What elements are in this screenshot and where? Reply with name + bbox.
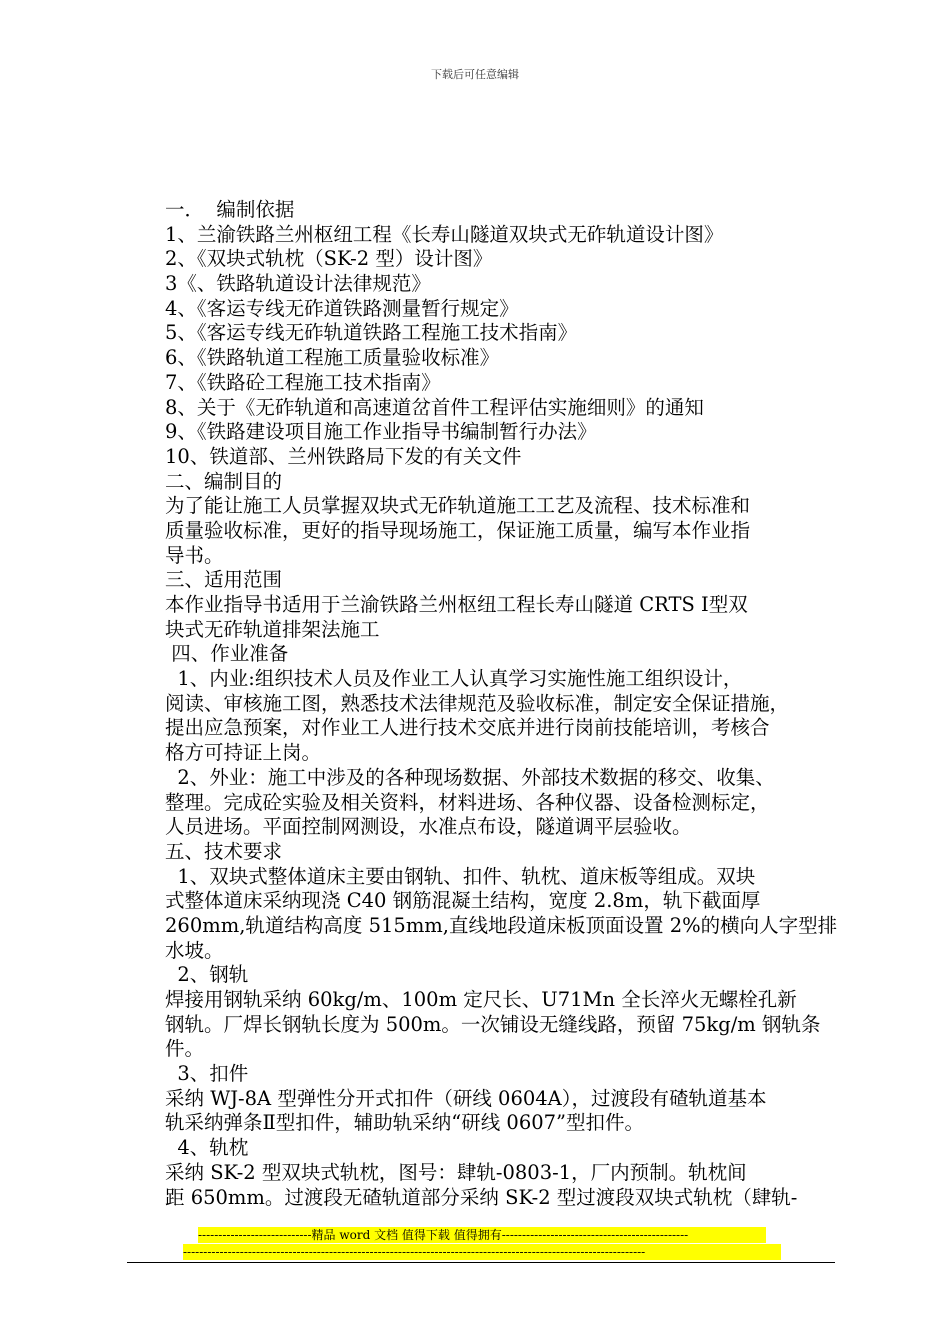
text-line: 3、扣件	[165, 1062, 249, 1086]
text-line: 格方可持证上岗。	[165, 741, 322, 765]
text-line: 二、编制目的	[165, 469, 283, 493]
text-line: 本作业指导书适用于兰渝铁路兰州枢纽工程长寿山隧道 CRTS Ⅰ型双	[165, 593, 748, 616]
text-line: 4、《客运专线无砟道铁路测量暂行规定》	[165, 296, 519, 320]
text-line: 人员进场。平面控制网测设，水准点布设，隧道调平层验收。	[165, 815, 692, 839]
text-line: 1、内业:组织技术人员及作业工人认真学习实施性施工组织设计，	[165, 667, 743, 691]
text-line: 7、《铁路砼工程施工技术指南》	[165, 370, 441, 394]
text-line: 2、外业：施工中涉及的各种现场数据、外部技术数据的移交、收集、	[165, 765, 775, 789]
text-line: 8、关于《无砟轨道和高速道岔首件工程评估实施细则》的通知	[165, 395, 704, 419]
text-line: 提出应急预案，对作业工人进行技术交底并进行岗前技能培训，考核合	[165, 716, 770, 740]
text-line: 轨采纳弹条Ⅱ型扣件，辅助轨采纳“研线 0607”型扣件。	[165, 1111, 645, 1135]
text-line: 1、双块式整体道床主要由钢轨、扣件、轨枕、道床板等组成。双块	[165, 864, 756, 888]
text-line: 采纳 WJ-8A 型弹性分开式扣件（研线 0604A），过渡段有碴轨道基本	[165, 1086, 767, 1110]
page-header: 下载后可任意编辑	[431, 68, 519, 81]
text-line: 为了能让施工人员掌握双块式无砟轨道施工工艺及流程、技术标准和	[165, 494, 751, 518]
text-line: 阅读、审核施工图，熟悉技术法律规范及验收标准，制定安全保证措施，	[165, 691, 790, 715]
document-body	[165, 198, 855, 1210]
text-line: 2、钢轨	[165, 963, 249, 987]
text-line: 整理。完成砼实验及相关资料，材料进场、各种仪器、设备检测标定，	[165, 790, 770, 814]
text-line: 钢轨。厂焊长钢轨长度为 500m。一次铺设无缝线路，预留 75kg/m 钢轨条	[165, 1012, 821, 1036]
text-line: 五、技术要求	[165, 839, 283, 863]
text-line: 质量验收标准，更好的指导现场施工，保证施工质量，编写本作业指	[165, 518, 751, 542]
text-line: 6、《铁路轨道工程施工质量验收标准》	[165, 346, 500, 370]
text-line: 10、铁道部、兰州铁路局下发的有关文件	[165, 444, 522, 468]
text-line: 导书。	[165, 543, 224, 567]
text-line: 水坡。	[165, 938, 224, 962]
footer-dashes: ------------------------------------------------------------------------------------------------------------------	[183, 1244, 781, 1260]
text-line: 采纳 SK-2 型双块式轨枕，图号：肆轨-0803-1，厂内预制。轨枕间	[165, 1160, 747, 1184]
text-line: 四、作业准备	[165, 642, 289, 666]
text-line: 9、《铁路建设项目施工作业指导书编制暂行办法》	[165, 420, 597, 444]
text-line: 5、《客运专线无砟轨道铁路工程施工技术指南》	[165, 321, 578, 345]
text-line: 2、《双块式轨枕（SK-2 型）设计图》	[165, 247, 493, 271]
footer-rule	[127, 1262, 835, 1263]
text-line: 三、适用范围	[165, 568, 283, 592]
text-line: 1、兰渝铁路兰州枢纽工程《长寿山隧道双块式无砟轨道设计图》	[165, 222, 724, 246]
text-line: 焊接用钢轨采纳 60kg/m、100m 定尺长、U71Mn 全长淬火无螺栓孔新	[165, 988, 797, 1011]
footer-banner: ----------------------------精品 word 文档 值得下载 值得拥有----------------------------------------------	[198, 1227, 766, 1243]
text-line: 块式无砟轨道排架法施工	[165, 617, 380, 641]
text-line: 260mm,轨道结构高度 515mm,直线地段道床板顶面设置 2%的横向人字型排	[165, 913, 838, 937]
text-line: 3《、铁路轨道设计法律规范》	[165, 272, 431, 296]
text-line: 一． 编制依据	[165, 198, 295, 221]
text-line: 4、轨枕	[165, 1136, 249, 1160]
text-line: 距 650mm。过渡段无碴轨道部分采纳 SK-2 型过渡段双块式轨枕（肆轨-	[165, 1185, 798, 1209]
text-line: 式整体道床采纳现浇 C40 钢筋混凝土结构，宽度 2.8m，轨下截面厚	[165, 889, 761, 913]
text-line: 件。	[165, 1037, 205, 1061]
